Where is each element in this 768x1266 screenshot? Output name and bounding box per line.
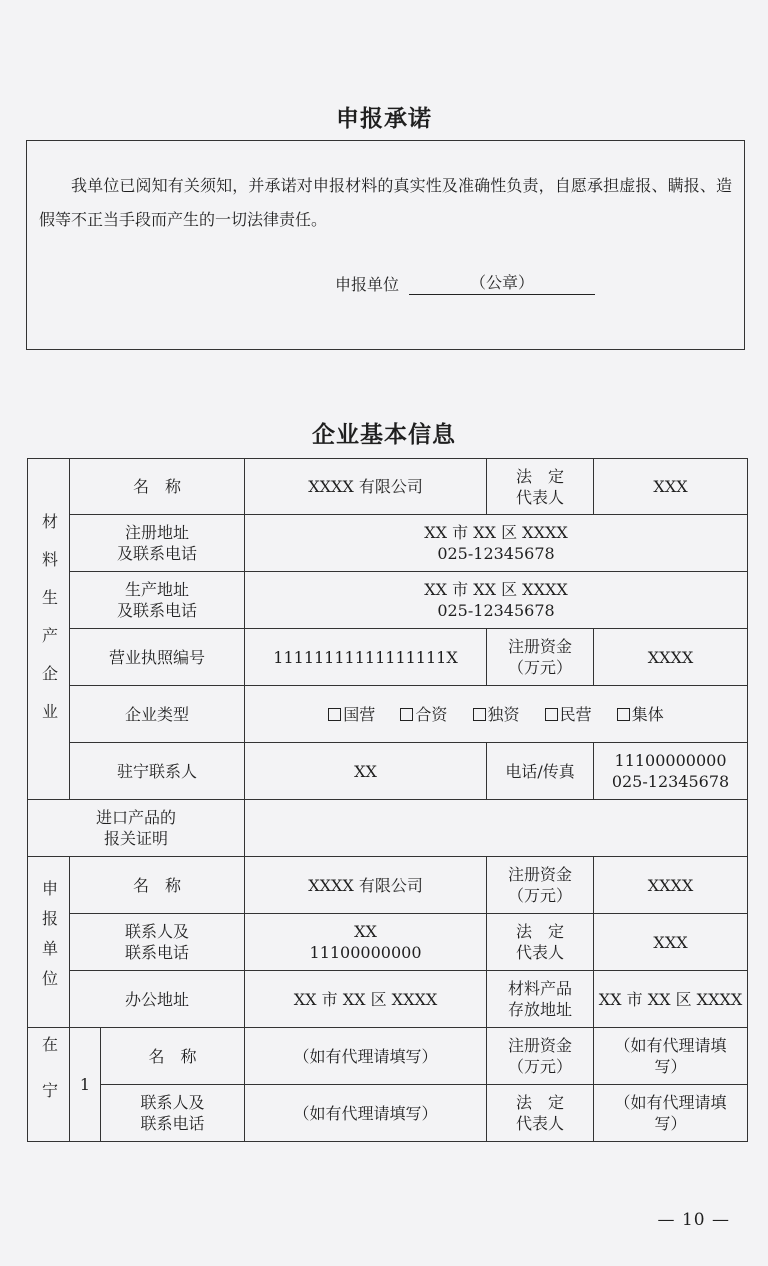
producer-license: 11111111111111111X	[245, 629, 487, 686]
producer-contact: XX	[245, 743, 487, 800]
producer-contact-label: 驻宁联系人	[70, 743, 245, 800]
pledge-title: 申报承诺	[336, 105, 432, 132]
import-proof-label: 进口产品的 报关证明	[28, 800, 245, 857]
producer-name-label: 名 称	[70, 459, 245, 515]
section-producer-label: 材料生产企业	[39, 512, 59, 741]
agent-contact-label: 联系人及 联系电话	[101, 1085, 245, 1142]
producer-license-label: 营业执照编号	[70, 629, 245, 686]
table-row	[28, 1085, 748, 1142]
pledge-box	[26, 140, 745, 350]
section-producer	[28, 459, 70, 800]
table-row	[28, 800, 748, 857]
applicant-storage-label: 材料产品 存放地址	[487, 971, 594, 1028]
agent-name: （如有代理请填写）	[245, 1028, 487, 1085]
applicant-contact: XX 11100000000	[245, 914, 487, 971]
applicant-storage: XX 市 XX 区 XXXX	[594, 971, 748, 1028]
applicant-office-label: 办公地址	[70, 971, 245, 1028]
agent-capital-label: 注册资金 （万元）	[487, 1028, 594, 1085]
checkbox-icon	[545, 708, 558, 721]
applicant-legal-rep: XXX	[594, 914, 748, 971]
producer-prod-addr: XX 市 XX 区 XXXX 025-12345678	[245, 572, 748, 629]
agent-legal-rep-label: 法 定 代表人	[487, 1085, 594, 1142]
checkbox-icon	[473, 708, 486, 721]
producer-type-label: 企业类型	[70, 686, 245, 743]
table-row	[28, 629, 748, 686]
page-number: — 10 —	[657, 1210, 730, 1230]
section-agent	[28, 1028, 70, 1142]
sign-label: 申报单位	[335, 275, 400, 294]
table-row	[28, 914, 748, 971]
section-applicant-label: 申报单位	[39, 879, 59, 1000]
pledge-signature	[335, 272, 595, 295]
type-option[interactable]: 民营	[545, 704, 592, 725]
producer-reg-addr: XX 市 XX 区 XXXX 025-12345678	[245, 515, 748, 572]
section-applicant	[28, 857, 70, 1028]
agent-index: 1	[70, 1028, 101, 1142]
agent-capital: （如有代理请填 写）	[594, 1028, 748, 1085]
applicant-capital-label: 注册资金 （万元）	[487, 857, 594, 914]
info-title: 企业基本信息	[312, 421, 456, 448]
table-row	[28, 1028, 748, 1085]
producer-prod-addr-label: 生产地址 及联系电话	[70, 572, 245, 629]
producer-legal-rep-label: 法 定 代表人	[487, 459, 594, 515]
type-option[interactable]: 集体	[617, 704, 664, 725]
table-row	[28, 686, 748, 743]
applicant-legal-rep-label: 法 定 代表人	[487, 914, 594, 971]
seal-line: （公章）	[409, 272, 595, 295]
applicant-office: XX 市 XX 区 XXXX	[245, 971, 487, 1028]
checkbox-icon	[328, 708, 341, 721]
type-option[interactable]: 国营	[328, 704, 375, 725]
producer-legal-rep: XXX	[594, 459, 748, 515]
agent-legal-rep: （如有代理请填 写）	[594, 1085, 748, 1142]
checkbox-icon	[400, 708, 413, 721]
applicant-name-label: 名 称	[70, 857, 245, 914]
pledge-text: 我单位已阅知有关须知，并承诺对申报材料的真实性及准确性负责，自愿承担虚报、瞒报、造假等不正当手段而产生的一切法律责任。	[39, 176, 732, 229]
applicant-name: XXXX 有限公司	[245, 857, 487, 914]
producer-reg-addr-label: 注册地址 及联系电话	[70, 515, 245, 572]
table-row	[28, 743, 748, 800]
type-option[interactable]: 合资	[400, 704, 447, 725]
producer-type-options	[245, 686, 748, 743]
company-info-table	[27, 458, 748, 1142]
table-row	[28, 857, 748, 914]
applicant-contact-label: 联系人及 联系电话	[70, 914, 245, 971]
import-proof-value	[245, 800, 748, 857]
type-option[interactable]: 独资	[473, 704, 520, 725]
table-row	[28, 971, 748, 1028]
section-agent-label: 在宁	[39, 1036, 59, 1128]
producer-phone: 11100000000 025-12345678	[594, 743, 748, 800]
checkbox-icon	[617, 708, 630, 721]
producer-phone-label: 电话/传真	[487, 743, 594, 800]
producer-capital: XXXX	[594, 629, 748, 686]
producer-name: XXXX 有限公司	[245, 459, 487, 515]
table-row	[28, 515, 748, 572]
applicant-capital: XXXX	[594, 857, 748, 914]
agent-contact: （如有代理请填写）	[245, 1085, 487, 1142]
table-row	[28, 459, 748, 515]
table-row	[28, 572, 748, 629]
producer-capital-label: 注册资金 （万元）	[487, 629, 594, 686]
agent-name-label: 名 称	[101, 1028, 245, 1085]
